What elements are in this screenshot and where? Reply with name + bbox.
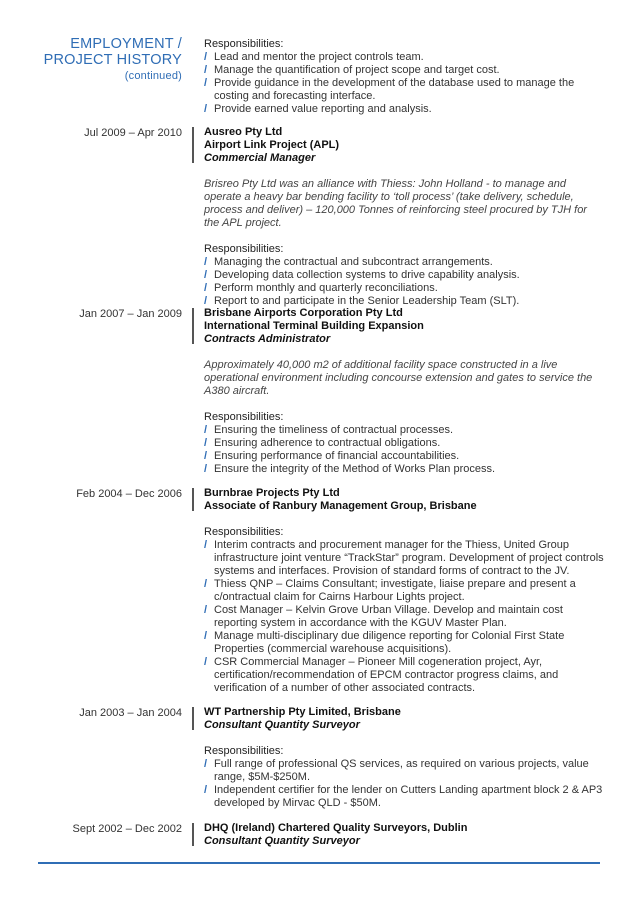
intro-resp-label: Responsibilities: <box>204 38 284 50</box>
slash-bullet-icon: / <box>204 604 208 616</box>
job-project: International Terminal Building Expansion <box>204 320 424 332</box>
list-item <box>204 282 604 295</box>
job-dates: Jan 2003 – Jan 2004 <box>79 707 182 719</box>
list-item <box>204 269 604 282</box>
list-item-text: Managing the contractual and subcontract arrangements. <box>214 256 493 268</box>
slash-bullet-icon: / <box>204 103 208 115</box>
list-item-text: Full range of professional QS services, as required on various projects, value range, $5M-$250M. <box>214 758 589 783</box>
list-item-text: Ensure the integrity of the Method of Works Plan process. <box>214 463 496 475</box>
slash-bullet-icon: / <box>204 656 208 668</box>
slash-bullet-icon: / <box>204 282 208 294</box>
job-entry <box>204 126 604 308</box>
list-item <box>204 578 604 604</box>
job-entry <box>204 487 604 695</box>
job-resp-label: Responsibilities: <box>204 745 284 757</box>
job-dates: Sept 2002 – Dec 2002 <box>72 823 182 835</box>
job-dates: Jul 2009 – Apr 2010 <box>84 127 182 139</box>
job-resp-label: Responsibilities: <box>204 526 284 538</box>
job-resp-list <box>204 256 604 308</box>
job-entry <box>204 822 604 848</box>
job-resp-label: Responsibilities: <box>204 411 284 423</box>
intro-block <box>204 38 604 116</box>
list-item-text: Manage the quantification of project scope and target cost. <box>214 64 500 76</box>
job-description: Approximately 40,000 m2 of additional facility space constructed in a live operational environment including concourse extension and gates to service the A380 aircraft. <box>204 359 593 397</box>
list-item-text: Cost Manager – Kelvin Grove Urban Village. Develop and maintain cost reporting system in accordance with the KGUV Master Plan. <box>214 604 563 629</box>
job-description: Brisreo Pty Ltd was an alliance with Thiess: John Holland - to manage and operate a heavy bar bending facility to ‘toll process’ (take delivery, schedule, process and deliver) – 120,000 Tonnes of reinforcing steel procured by TJH for the APL project. <box>204 178 587 229</box>
list-item-text: Provide guidance in the development of the database used to manage the costing and forecasting interface. <box>214 77 575 102</box>
job-divider <box>192 308 194 344</box>
list-item-text: Report to and participate in the Senior Leadership Team (SLT). <box>214 295 520 307</box>
list-item <box>204 424 604 437</box>
list-item <box>204 51 604 64</box>
job-company: DHQ (Ireland) Chartered Quality Surveyors, Dublin <box>204 822 468 834</box>
slash-bullet-icon: / <box>204 758 208 770</box>
job-company: WT Partnership Pty Limited, Brisbane <box>204 706 401 718</box>
job-entry <box>204 706 604 810</box>
job-divider <box>192 823 194 846</box>
list-item <box>204 256 604 269</box>
list-item-text: Ensuring adherence to contractual obligations. <box>214 437 441 449</box>
footer-divider <box>38 862 600 864</box>
list-item <box>204 758 604 784</box>
list-item-text: Perform monthly and quarterly reconciliations. <box>214 282 438 294</box>
job-divider <box>192 488 194 511</box>
list-item <box>204 103 604 116</box>
list-item <box>204 604 604 630</box>
intro-resp-list <box>204 51 604 116</box>
list-item <box>204 437 604 450</box>
list-item-text: Developing data collection systems to drive capability analysis. <box>214 269 520 281</box>
job-dates: Jan 2007 – Jan 2009 <box>79 308 182 320</box>
list-item-text: Interim contracts and procurement manager for the Thiess, United Group infrastructure joint venture “TrackStar” program. Development of project controls systems and interfaces. Provision of standard forms of contract to the JV. <box>214 539 604 577</box>
job-resp-list <box>204 539 604 695</box>
list-item <box>204 463 604 476</box>
job-role: Commercial Manager <box>204 152 316 164</box>
job-resp-list <box>204 758 604 810</box>
list-item-text: Ensuring performance of financial accountabilities. <box>214 450 460 462</box>
list-item-text: Lead and mentor the project controls team. <box>214 51 424 63</box>
job-resp-list <box>204 424 604 476</box>
section-continued-note: (continued) <box>124 70 182 82</box>
list-item <box>204 77 604 103</box>
section-heading <box>40 36 182 83</box>
job-company: Ausreo Pty Ltd <box>204 126 283 138</box>
job-resp-label: Responsibilities: <box>204 243 284 255</box>
list-item-text: CSR Commercial Manager – Pioneer Mill cogeneration project, Ayr, certification/recommendation of EPCM contractor progress claims, and verification of a number of other associated contracts. <box>214 656 559 694</box>
slash-bullet-icon: / <box>204 630 208 642</box>
slash-bullet-icon: / <box>204 256 208 268</box>
job-dates: Feb 2004 – Dec 2006 <box>76 488 182 500</box>
list-item <box>204 784 604 810</box>
job-role: Contracts Administrator <box>204 333 331 345</box>
job-company: Brisbane Airports Corporation Pty Ltd <box>204 307 403 319</box>
list-item <box>204 64 604 77</box>
slash-bullet-icon: / <box>204 51 208 63</box>
job-role: Consultant Quantity Surveyor <box>204 835 360 847</box>
section-title-line2: PROJECT HISTORY <box>43 52 182 68</box>
list-item-text: Manage multi-disciplinary due diligence reporting for Colonial First State Properties (commercial warehouse acquisitions). <box>214 630 565 655</box>
list-item-text: Independent certifier for the lender on Cutters Landing apartment block 2 & AP3 developed by Mirvac QLD - $50M. <box>214 784 603 809</box>
slash-bullet-icon: / <box>204 295 208 307</box>
slash-bullet-icon: / <box>204 578 208 590</box>
job-divider <box>192 707 194 730</box>
slash-bullet-icon: / <box>204 450 208 462</box>
list-item <box>204 630 604 656</box>
slash-bullet-icon: / <box>204 77 208 89</box>
slash-bullet-icon: / <box>204 784 208 796</box>
slash-bullet-icon: / <box>204 269 208 281</box>
section-title-line1: EMPLOYMENT / <box>70 36 182 52</box>
slash-bullet-icon: / <box>204 64 208 76</box>
job-entry <box>204 307 604 476</box>
list-item-text: Provide earned value reporting and analysis. <box>214 103 432 115</box>
job-project: Associate of Ranbury Management Group, Brisbane <box>204 500 477 512</box>
job-role: Consultant Quantity Surveyor <box>204 719 360 731</box>
list-item-text: Ensuring the timeliness of contractual processes. <box>214 424 454 436</box>
job-divider <box>192 127 194 163</box>
job-project: Airport Link Project (APL) <box>204 139 340 151</box>
list-item-text: Thiess QNP – Claims Consultant; investigate, liaise prepare and present a c/ontractual claim for Cairns Harbour Lights project. <box>214 578 576 603</box>
slash-bullet-icon: / <box>204 424 208 436</box>
list-item <box>204 450 604 463</box>
slash-bullet-icon: / <box>204 539 208 551</box>
slash-bullet-icon: / <box>204 463 208 475</box>
list-item <box>204 656 604 695</box>
list-item <box>204 539 604 578</box>
slash-bullet-icon: / <box>204 437 208 449</box>
job-company: Burnbrae Projects Pty Ltd <box>204 487 340 499</box>
